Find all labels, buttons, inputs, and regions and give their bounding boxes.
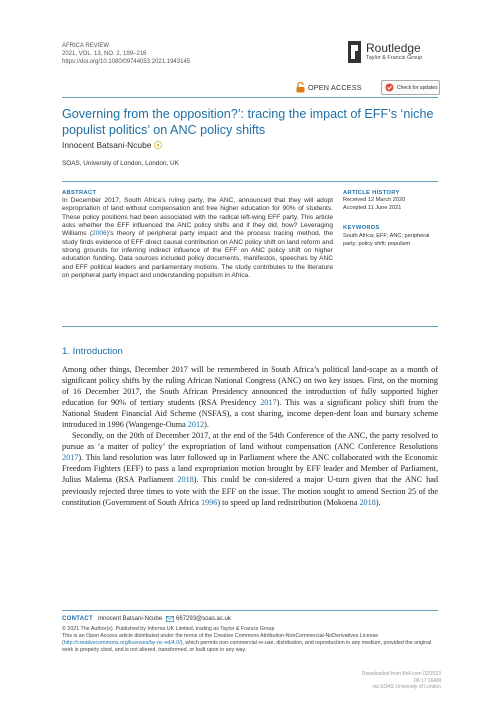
accepted-date: Accepted 11 June 2021	[343, 204, 402, 211]
author-line	[62, 140, 162, 150]
citation-link[interactable]: 2012	[187, 420, 205, 430]
license-link[interactable]: http://creativecommons.org/licenses/by-nc-nd/4.0/	[63, 640, 181, 647]
citation-link[interactable]: 2006	[92, 230, 107, 238]
introduction-body	[62, 364, 438, 508]
journal-meta	[62, 42, 190, 67]
download-watermark: Downloaded from Brill.com 02/2023 06:17:16AM via SOAS University of London	[361, 671, 441, 691]
open-access-label: OPEN ACCESS	[308, 82, 362, 92]
check-updates-label: Check for updates	[397, 84, 438, 91]
publisher-name: Routledge	[366, 41, 421, 55]
crossmark-icon	[385, 83, 394, 92]
open-lock-icon	[296, 82, 305, 93]
article-title: Governing from the opposition?’: tracing the impact of EFF’s ‘niche populist politics’ on ANC policy shifts	[62, 107, 434, 138]
license-notice	[62, 626, 440, 654]
abstract-bottom-divider	[62, 326, 438, 327]
paragraph: Among other things, December 2017 will be remembered in South Africa’s political land-scape as a month of significant policy shifts by the ruling African National Congress (ANC) on two key issues. First, on the morning of 16 December 2017, the South African Presidency announced the introduction of fully supported higher education for 90% of tertiary students (RSA Presidency 2017). This was a significant policy shift from the National Student Financial Aid Scheme (NSFAS), a cost sharing, income depen-dent loan and bursary scheme introduced in 1996 (Wangenge-Ouma 2012).	[62, 365, 438, 430]
article-history-heading: ARTICLE HISTORY	[343, 190, 400, 196]
affiliation: SOAS, University of London, London, UK	[62, 160, 179, 167]
contact-line	[62, 616, 231, 622]
check-updates-button[interactable]	[381, 80, 440, 95]
doi-link[interactable]: https://doi.org/10.1080/09744053.2021.1943145	[62, 59, 191, 66]
copyright-line: © 2021 The Author(s). Published by Informa UK Limited, trading as Taylor & Francis Group	[62, 626, 275, 632]
citation-link[interactable]: 2017	[260, 398, 277, 408]
publisher-subtitle: Taylor & Francis Group	[366, 55, 423, 61]
contact-email[interactable]: 667293@soas.ac.uk	[176, 616, 231, 622]
abstract-top-divider	[62, 181, 438, 182]
abstract-heading: ABSTRACT	[62, 190, 97, 196]
author-name: Innocent Batsani-Ncube	[62, 140, 152, 150]
keywords-list: South Africa; EFF; ANC; peripheral party; policy shift; populism	[343, 233, 430, 247]
keywords-heading: KEYWORDS	[343, 225, 380, 231]
footer-divider	[62, 610, 438, 611]
citation-link[interactable]: 2017	[62, 453, 79, 463]
open-access-badge	[296, 81, 362, 93]
abstract-text: In December 2017, South Africa’s ruling party, the ANC, announced that they will adopt expropriation of land without compensation and free higher education for 90% of students. These policy positions had been associated with the radical left-wing EFF party. This article asks whether the EFF influenced the ANC policy shifts and if they did, how? Leveraging Williams (2006)’s theory of peripheral party impact and the process tracing method, the study finds evidence of EFF direct causal contribution on ANC policy shift on land reform and strong grounds for inferring indirect influence of the EFF on ANC policy shift on higher education funding. Data sources included policy documents, manifestos, speeches by ANC and EFF political leaders and parliamentary motions. The study contributes to the literature on peripheral party impact and understanding populism in Africa.	[62, 197, 333, 280]
contact-name: Innocent Batsani-Ncube	[97, 616, 163, 622]
routledge-logo-icon	[348, 41, 361, 63]
citation-link[interactable]: 2018	[359, 497, 376, 507]
citation-link[interactable]: 2018	[177, 475, 194, 485]
email-icon	[166, 616, 174, 622]
section-heading-introduction: 1. Introduction	[62, 346, 123, 357]
paragraph: Secondly, on the 20th of December 2017, at the end of the 54th Conference of the ANC, the party resolved to pursue as ‘a matter of policy’ the expropriation of land without compensation (ANC Conference Resolutions 2017). This land resolution was later followed up in Parliament where the ANC collaborated with the Economic Freedom Fighters (EFF) to pass a land expropriation motion brought by EFF leader and Member of Parliament, Julius Malema (RSA Parliament 2018). This could be con-sidered a major U-turn given that the ANC had previously rejected three times to vote with the EFF on the issue. The motion sought to amend Section 25 of the constitution (Government of South Africa 1996) to speed up land redistribution (Mokoena 2018).	[62, 431, 438, 507]
orcid-icon[interactable]	[154, 141, 162, 149]
journal-name: AFRICA REVIEW	[62, 43, 110, 49]
header-divider	[62, 97, 438, 98]
publisher-logo	[348, 40, 438, 66]
license-text: This is an Open Access article distributed under the terms of the Creative Commons Attribution-NonCommercial-NoDerivatives License (http://creativecommons.org/licenses/by-nc-nd/4.0/), which permits non-commercial re-use, distribution, and reproduction in any medium, provided the original work is properly cited, and is not altered, transformed, or built upon in any way.	[62, 633, 432, 654]
contact-label: CONTACT	[62, 616, 93, 622]
received-date: Received 12 March 2020	[343, 197, 406, 203]
article-history	[343, 197, 405, 212]
citation-link[interactable]: 1996	[200, 497, 218, 507]
journal-citation: 2021, VOL. 13, NO. 2, 199–216	[62, 51, 147, 58]
